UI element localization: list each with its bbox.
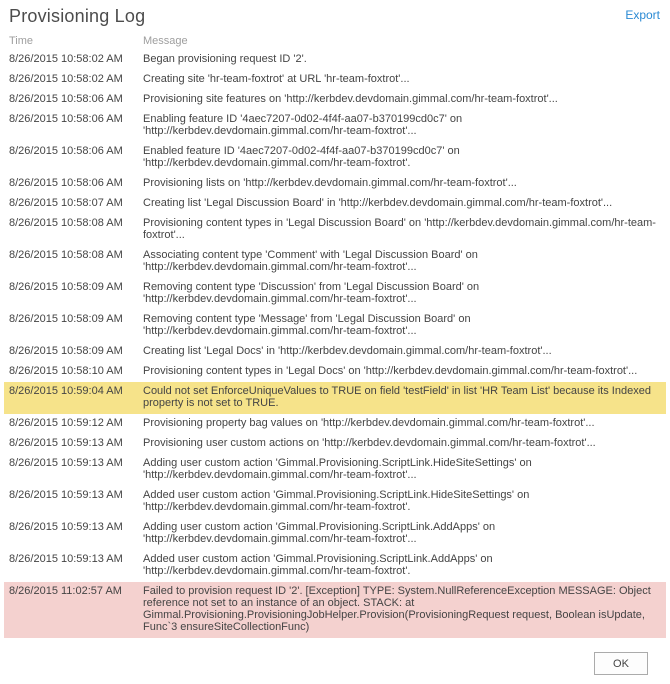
log-table-header (4, 29, 666, 50)
log-row (4, 142, 666, 174)
log-row (4, 90, 666, 110)
log-row-time: 8/26/2015 10:59:04 AM (9, 385, 123, 397)
log-row-message: Began provisioning request ID '2'. (143, 53, 307, 65)
log-row-message: Added user custom action 'Gimmal.Provisioning.ScriptLink.HideSiteSettings' on 'http://kerbdev.devdomain.gimmal.com/hr-team-foxtrot'. (143, 489, 530, 513)
log-row-message: Removing content type 'Discussion' from 'Legal Discussion Board' on 'http://kerbdev.devdomain.gimmal.com/hr-team-foxtrot'... (143, 281, 480, 305)
log-row-message: Enabling feature ID '4aec7207-0d02-4f4f-aa07-b370199cd0c7' on 'http://kerbdev.devdomain.gimmal.com/hr-team-foxtrot'... (143, 113, 463, 137)
log-row (4, 382, 666, 414)
log-row (4, 310, 666, 342)
log-row-time: 8/26/2015 10:59:12 AM (9, 417, 123, 429)
ok-button[interactable]: OK (594, 652, 648, 675)
log-row (4, 582, 666, 638)
log-row-message: Could not set EnforceUniqueValues to TRUE on field 'testField' in list 'HR Team List' because its Indexed property is not set to TRUE. (143, 385, 651, 409)
log-row (4, 214, 666, 246)
log-row-time: 8/26/2015 10:58:10 AM (9, 365, 123, 377)
export-link[interactable]: Export (625, 8, 660, 22)
log-row-time: 8/26/2015 10:58:06 AM (9, 177, 123, 189)
log-row-message: Provisioning lists on 'http://kerbdev.devdomain.gimmal.com/hr-team-foxtrot'... (143, 177, 517, 189)
log-row (4, 70, 666, 90)
log-row-message: Failed to provision request ID '2'. [Exception] TYPE: System.NullReferenceException MESSAGE: Object reference not set to an instance of an object. STACK: at Gimmal.Provisioning.ProvisioningJobHelper.Provision(ProvisioningRequest request, Boolean isUpdate, Func`3 ensureSiteCollectionFunc) (143, 585, 651, 633)
log-row-time: 8/26/2015 10:58:02 AM (9, 53, 123, 65)
log-row (4, 194, 666, 214)
log-row (4, 518, 666, 550)
log-row (4, 486, 666, 518)
log-row (4, 110, 666, 142)
log-row-time: 8/26/2015 10:58:08 AM (9, 217, 123, 229)
log-row-time: 8/26/2015 10:58:07 AM (9, 197, 123, 209)
log-rows-container (4, 50, 666, 638)
log-row-time: 8/26/2015 10:58:09 AM (9, 345, 123, 357)
log-row-time: 8/26/2015 10:59:13 AM (9, 521, 123, 533)
column-header-message: Message (143, 35, 188, 47)
log-row-message: Added user custom action 'Gimmal.Provisioning.ScriptLink.AddApps' on 'http://kerbdev.devdomain.gimmal.com/hr-team-foxtrot'. (143, 553, 493, 577)
log-row-message: Adding user custom action 'Gimmal.Provisioning.ScriptLink.AddApps' on 'http://kerbdev.devdomain.gimmal.com/hr-team-foxtrot'... (143, 521, 496, 545)
log-row-message: Creating list 'Legal Docs' in 'http://kerbdev.devdomain.gimmal.com/hr-team-foxtrot'... (143, 345, 552, 357)
log-row (4, 246, 666, 278)
log-row-time: 8/26/2015 11:02:57 AM (9, 585, 122, 597)
log-row-time: 8/26/2015 10:59:13 AM (9, 553, 123, 565)
log-row-time: 8/26/2015 10:58:02 AM (9, 73, 123, 85)
log-row (4, 362, 666, 382)
log-row (4, 342, 666, 362)
log-row-time: 8/26/2015 10:58:06 AM (9, 93, 123, 105)
log-row-message: Adding user custom action 'Gimmal.Provisioning.ScriptLink.HideSiteSettings' on 'http://kerbdev.devdomain.gimmal.com/hr-team-foxtrot'... (143, 457, 532, 481)
log-row-time: 8/26/2015 10:59:13 AM (9, 457, 123, 469)
log-row (4, 414, 666, 434)
log-row-message: Removing content type 'Message' from 'Legal Discussion Board' on 'http://kerbdev.devdomain.gimmal.com/hr-team-foxtrot'... (143, 313, 471, 337)
log-row (4, 454, 666, 486)
log-row (4, 550, 666, 582)
log-row (4, 434, 666, 454)
log-row-time: 8/26/2015 10:58:08 AM (9, 249, 123, 261)
dialog-footer (4, 638, 666, 675)
log-row-time: 8/26/2015 10:59:13 AM (9, 489, 123, 501)
log-row (4, 278, 666, 310)
log-row-time: 8/26/2015 10:58:06 AM (9, 145, 123, 157)
titlebar (4, 4, 666, 29)
log-row-message: Creating list 'Legal Discussion Board' in 'http://kerbdev.devdomain.gimmal.com/hr-team-foxtrot'... (143, 197, 613, 209)
log-row-message: Associating content type 'Comment' with 'Legal Discussion Board' on 'http://kerbdev.devdomain.gimmal.com/hr-team-foxtrot'... (143, 249, 478, 273)
log-row-time: 8/26/2015 10:59:13 AM (9, 437, 123, 449)
log-row-message: Provisioning content types in 'Legal Discussion Board' on 'http://kerbdev.devdomain.gimmal.com/hr-team-foxtrot'... (143, 217, 656, 241)
log-row (4, 50, 666, 70)
log-row-time: 8/26/2015 10:58:09 AM (9, 313, 123, 325)
log-row-message: Provisioning content types in 'Legal Docs' on 'http://kerbdev.devdomain.gimmal.com/hr-team-foxtrot'... (143, 365, 638, 377)
log-row-message: Provisioning site features on 'http://kerbdev.devdomain.gimmal.com/hr-team-foxtrot'... (143, 93, 558, 105)
column-header-time: Time (9, 35, 34, 47)
log-row (4, 174, 666, 194)
log-row-time: 8/26/2015 10:58:06 AM (9, 113, 123, 125)
page-title: Provisioning Log (9, 6, 146, 26)
log-table (4, 29, 666, 638)
log-row-time: 8/26/2015 10:58:09 AM (9, 281, 123, 293)
log-row-message: Enabled feature ID '4aec7207-0d02-4f4f-aa07-b370199cd0c7' on 'http://kerbdev.devdomain.gimmal.com/hr-team-foxtrot'. (143, 145, 460, 169)
log-row-message: Creating site 'hr-team-foxtrot' at URL 'hr-team-foxtrot'... (143, 73, 410, 85)
log-row-message: Provisioning property bag values on 'http://kerbdev.devdomain.gimmal.com/hr-team-foxtrot'... (143, 417, 595, 429)
log-row-message: Provisioning user custom actions on 'http://kerbdev.devdomain.gimmal.com/hr-team-foxtrot'... (143, 437, 596, 449)
